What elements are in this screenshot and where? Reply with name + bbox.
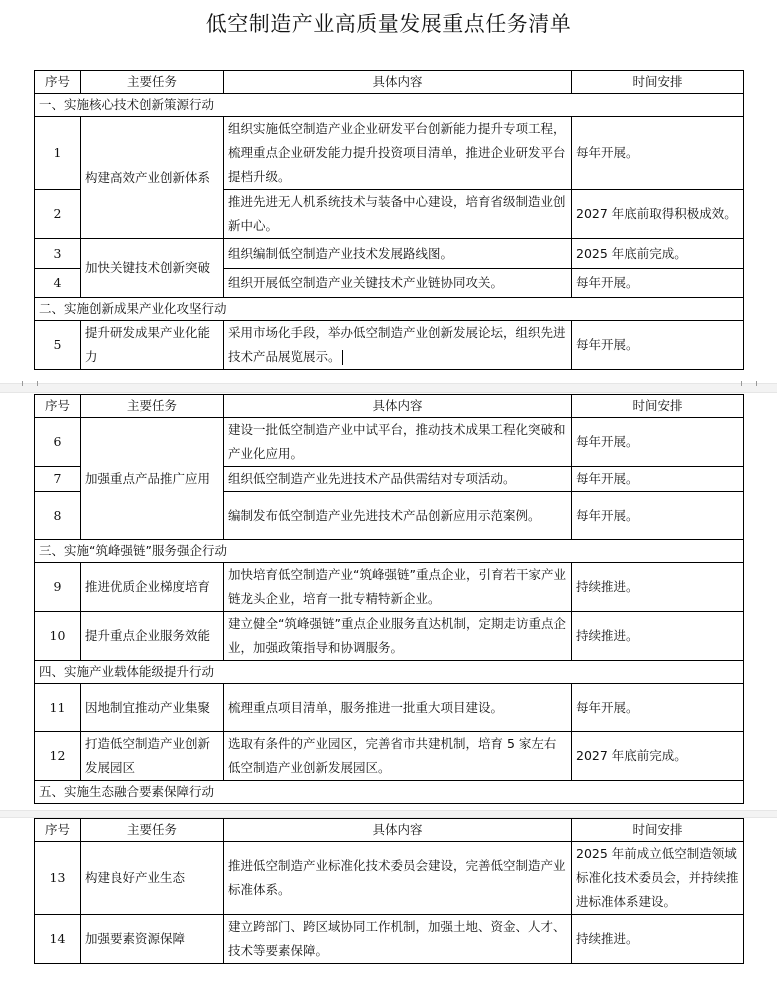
row-time: 每年开展。 (572, 269, 744, 298)
main-task: 因地制宜推动产业集聚 (81, 684, 224, 732)
text-cursor (342, 350, 343, 365)
task-table-page-2 (34, 394, 744, 804)
row-time: 2027 年底前完成。 (572, 732, 744, 781)
main-task: 打造低空制造产业创新发展园区 (81, 732, 224, 781)
row-content: 推进低空制造产业标准化技术委员会建设，完善低空制造产业标准体系。 (224, 842, 572, 915)
header-num: 序号 (35, 71, 81, 94)
row-time: 持续推进。 (572, 612, 744, 661)
row-time: 2027 年底前取得积极成效。 (572, 190, 744, 239)
header-row (35, 395, 744, 418)
row-content: 梳理重点项目清单，服务推进一批重大项目建设。 (224, 684, 572, 732)
section-row (35, 781, 744, 804)
row-content: 推进先进无人机系统技术与装备中心建设，培育省级制造业创新中心。 (224, 190, 572, 239)
row-number: 6 (35, 418, 81, 467)
row-number: 2 (35, 190, 81, 239)
task-table-page-3 (34, 818, 744, 964)
row-number: 10 (35, 612, 81, 661)
row-content: 采用市场化手段，举办低空制造产业创新发展论坛，组织先进技术产品展览展示。 (228, 325, 566, 364)
page-corner-mark (22, 381, 38, 386)
header-time: 时间安排 (572, 395, 744, 418)
document-title: 低空制造产业高质量发展重点任务清单 (205, 12, 572, 36)
header-num: 序号 (35, 395, 81, 418)
header-time: 时间安排 (572, 819, 744, 842)
row-time: 2025 年底前完成。 (572, 239, 744, 269)
row-content: 建立跨部门、跨区域协同工作机制，加强土地、资金、人才、技术等要素保障。 (224, 915, 572, 964)
row-time: 2025 年前成立低空制造领域标准化技术委员会，并持续推进标准体系建设。 (572, 842, 744, 915)
header-content: 具体内容 (224, 819, 572, 842)
section-row (35, 94, 744, 117)
table-row (35, 915, 744, 964)
main-task: 加快关键技术创新突破 (81, 239, 224, 298)
row-time: 持续推进。 (572, 915, 744, 964)
row-number: 1 (35, 117, 81, 190)
table-row (35, 117, 744, 190)
section-row (35, 298, 744, 321)
table-row (35, 563, 744, 612)
table-row (35, 418, 744, 467)
row-content: 建立健全“筑峰强链”重点企业服务直达机制，定期走访重点企业，加强政策指导和协调服务。 (224, 612, 572, 661)
row-number: 8 (35, 492, 81, 540)
section-title: 三、实施“筑峰强链”服务强企行动 (35, 540, 744, 563)
table-row (35, 239, 744, 269)
section-title: 五、实施生态融合要素保障行动 (35, 781, 744, 804)
row-content: 组织低空制造产业先进技术产品供需结对专项活动。 (224, 467, 572, 492)
row-content: 组织实施低空制造产业企业研发平台创新能力提升专项工程，梳理重点企业研发能力提升投资项目清单，推进企业研发平台提档升级。 (224, 117, 572, 190)
main-task: 加强重点产品推广应用 (81, 418, 224, 540)
main-task: 构建良好产业生态 (81, 842, 224, 915)
row-number: 3 (35, 239, 81, 269)
main-task: 加强要素资源保障 (81, 915, 224, 964)
main-task: 推进优质企业梯度培育 (81, 563, 224, 612)
header-content: 具体内容 (224, 71, 572, 94)
header-time: 时间安排 (572, 71, 744, 94)
table-row (35, 842, 744, 915)
row-number: 13 (35, 842, 81, 915)
header-row (35, 819, 744, 842)
table-row (35, 612, 744, 661)
section-row (35, 540, 744, 563)
row-number: 9 (35, 563, 81, 612)
page-corner-mark (741, 381, 757, 386)
row-time: 每年开展。 (572, 492, 744, 540)
page-break (0, 810, 777, 818)
row-content: 加快培育低空制造产业“筑峰强链”重点企业，引育若干家产业链龙头企业，培育一批专精特新企业。 (224, 563, 572, 612)
header-task: 主要任务 (81, 395, 224, 418)
row-number: 14 (35, 915, 81, 964)
row-time: 每年开展。 (572, 467, 744, 492)
main-task: 提升研发成果产业化能力 (81, 321, 224, 370)
main-task: 提升重点企业服务效能 (81, 612, 224, 661)
section-title: 二、实施创新成果产业化攻坚行动 (35, 298, 744, 321)
row-time: 每年开展。 (572, 684, 744, 732)
table-row (35, 684, 744, 732)
row-number: 11 (35, 684, 81, 732)
row-content: 建设一批低空制造产业中试平台，推动技术成果工程化突破和产业化应用。 (224, 418, 572, 467)
row-time: 每年开展。 (572, 117, 744, 190)
row-number: 12 (35, 732, 81, 781)
row-number: 7 (35, 467, 81, 492)
section-title: 一、实施核心技术创新策源行动 (35, 94, 744, 117)
table-row (35, 732, 744, 781)
header-task: 主要任务 (81, 71, 224, 94)
row-content: 组织编制低空制造产业技术发展路线图。 (224, 239, 572, 269)
row-time: 每年开展。 (572, 418, 744, 467)
row-content: 组织开展低空制造产业关键技术产业链协同攻关。 (224, 269, 572, 298)
row-time: 持续推进。 (572, 563, 744, 612)
section-row (35, 661, 744, 684)
row-content: 编制发布低空制造产业先进技术产品创新应用示范案例。 (224, 492, 572, 540)
header-task: 主要任务 (81, 819, 224, 842)
row-content: 选取有条件的产业园区，完善省市共建机制，培育 5 家左右低空制造产业创新发展园区。 (224, 732, 572, 781)
main-task: 构建高效产业创新体系 (81, 117, 224, 239)
header-content: 具体内容 (224, 395, 572, 418)
page-break (0, 383, 777, 393)
header-row (35, 71, 744, 94)
row-number: 5 (35, 321, 81, 370)
row-number: 4 (35, 269, 81, 298)
table-row (35, 321, 744, 370)
header-num: 序号 (35, 819, 81, 842)
row-time: 每年开展。 (572, 321, 744, 370)
task-table-page-1 (34, 70, 744, 370)
section-title: 四、实施产业载体能级提升行动 (35, 661, 744, 684)
